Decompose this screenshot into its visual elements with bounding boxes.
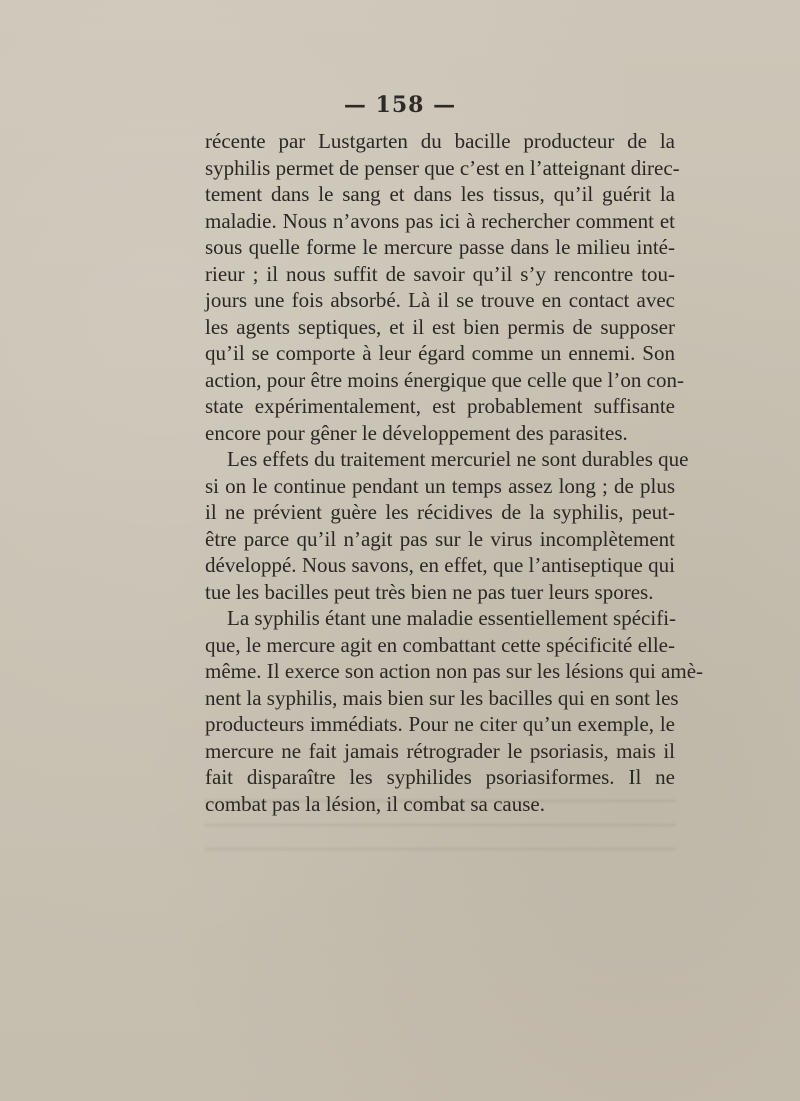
text-line: action, pour être moins énergique que celle que l’on con- [205,367,684,392]
text-line: si on le continue pendant un temps assez long ; de plus [205,473,675,498]
text-line: La syphilis étant une maladie essentiellement spécifi- [227,606,677,630]
text-line: il ne prévient guère les récidives de la syphilis, peut- [205,500,675,524]
text-line: nent la syphilis, mais bien sur les bacilles qui en sont les [205,685,679,710]
text-line: sous quelle forme le mercure passe dans le milieu inté- [205,235,675,259]
text-line: jours une fois absorbé. Là il se trouve en contact avec [205,288,675,312]
text-line: maladie. Nous n’avons pas ici à rechercher comment et [205,208,675,233]
text-line: syphilis permet de penser que c’est en l’atteignant direc- [205,155,680,180]
text-line: être parce qu’il n’agit pas sur le virus incomplètement [205,526,675,551]
body-text [205,128,704,817]
paragraph-1 [205,128,684,446]
text-line: state expérimentalement, est probablement suffisante [205,394,675,418]
paragraph-2 [205,446,689,605]
text-line: mercure ne fait jamais rétrograder le psoriasis, mais il [205,738,675,763]
text-line: que, le mercure agit en combattant cette spécificité elle- [205,632,675,657]
text-line: les agents septiques, et il est bien permis de supposer [205,314,675,339]
text-line: Les effets du traitement mercuriel ne sont durables que [227,447,689,471]
text-line: qu’il se comporte à leur égard comme un ennemi. Son [205,341,675,365]
text-line: tement dans le sang et dans les tissus, qu’il guérit la [205,182,675,206]
page-number: — 158 — [343,92,457,118]
text-line: fait disparaître les syphilides psoriasiformes. Il ne [205,765,675,789]
text-line: encore pour gêner le développement des parasites. [205,420,628,445]
text-line: rieur ; il nous suffit de savoir qu’il s’y rencontre tou- [205,261,675,286]
text-line: développé. Nous savons, en effet, que l’antiseptique qui [205,553,675,577]
text-line: même. Il exerce son action non pas sur les lésions qui amè- [205,659,704,683]
text-line: combat pas la lésion, il combat sa cause. [205,791,545,816]
text-line: tue les bacilles peut très bien ne pas tuer leurs spores. [205,579,654,604]
text-line: récente par Lustgarten du bacille producteur de la [205,129,675,153]
paragraph-3 [205,605,704,817]
text-line: producteurs immédiats. Pour ne citer qu’un exemple, le [205,712,675,736]
